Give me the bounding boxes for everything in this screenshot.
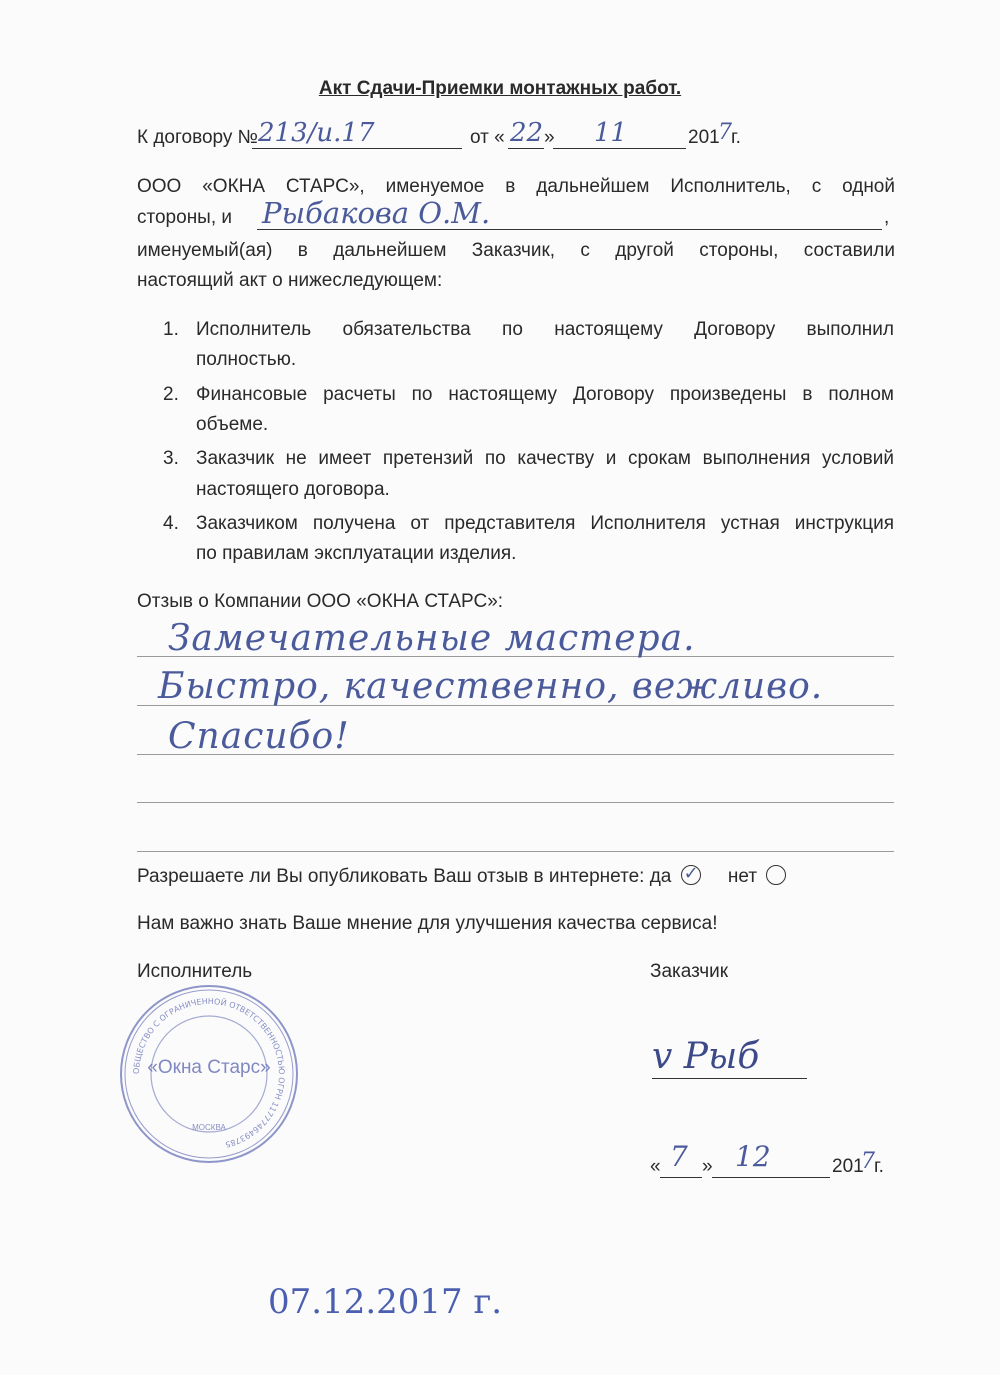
date-close-quote: »: [702, 1156, 713, 1177]
contract-month-handwritten: 11: [594, 118, 628, 148]
date-year-printed: 201: [832, 1156, 864, 1177]
date-month-handwritten: 12: [735, 1140, 771, 1173]
list-item-line-2: настоящего договора.: [196, 479, 390, 500]
contract-prefix: К договору №: [137, 127, 259, 148]
contract-day-handwritten: 22: [510, 118, 544, 148]
intro-line-2-suffix: ,: [884, 207, 890, 228]
publish-no-radio[interactable]: [766, 865, 786, 885]
list-item-line-1: Финансовые расчеты по настоящему Договору произведены в полном: [196, 384, 894, 405]
publish-yes-radio[interactable]: [681, 865, 701, 885]
contract-month-underline: [553, 148, 686, 149]
review-handwritten-line-3: Спасибо!: [168, 716, 350, 757]
contract-number-handwritten: 213/и.17: [258, 118, 375, 148]
publish-consent: [137, 865, 786, 889]
customer-name-handwritten: Рыбакова О.М.: [262, 196, 491, 230]
customer-signature-handwritten: v Рыб: [652, 1036, 760, 1077]
list-item-number: 1.: [163, 319, 179, 340]
intro-line-3: именуемый(ая) в дальнейшем Заказчик, с другой стороны, составили: [137, 240, 895, 261]
contract-close-quote: »: [544, 127, 555, 148]
date-day-handwritten: 7: [670, 1140, 688, 1173]
stamp-center-text: «Окна Старс»: [147, 1057, 271, 1078]
check-mark-icon: ✓: [683, 863, 699, 884]
executor-label: Исполнитель: [137, 961, 253, 982]
svg-text:ОБЩЕСТВО С ОГРАНИЧЕННОЙ ОТВЕТС: ОБЩЕСТВО С ОГРАНИЧЕННОЙ ОТВЕТСТВЕННОСТЬЮ ОГРН 1177746493785: [131, 996, 287, 1150]
list-item-line-2: по правилам эксплуатации изделия.: [196, 543, 517, 564]
list-item-line-1: Заказчик не имеет претензий по качеству и срокам выполнения условий: [196, 448, 894, 469]
review-label: Отзыв о Компании ООО «ОКНА СТАРС»:: [137, 591, 504, 612]
review-line: [137, 802, 894, 803]
publish-no-label: нет: [727, 866, 758, 887]
date-open-quote: «: [650, 1156, 661, 1177]
intro-line-1: ООО «ОКНА СТАРС», именуемое в дальнейшем Исполнитель, с одной: [137, 176, 895, 197]
stamp-bottom-text: МОСКВА: [192, 1123, 226, 1132]
signature-underline: [652, 1078, 807, 1079]
list-item-number: 2.: [163, 384, 179, 405]
date-month-underline: [712, 1177, 830, 1178]
list-item-line-2: объеме.: [196, 414, 269, 435]
contract-number-underline: [252, 148, 462, 149]
list-item-number: 3.: [163, 448, 179, 469]
publish-question: Разрешаете ли Вы опубликовать Ваш отзыв в интернете: да: [137, 866, 672, 887]
list-item-line-1: Заказчиком получена от представителя Исполнителя устная инструкция: [196, 513, 894, 534]
date-day-underline: [660, 1177, 702, 1178]
contract-year-handwritten: 7: [718, 120, 732, 145]
review-line: [137, 851, 894, 852]
list-item-number: 4.: [163, 513, 179, 534]
date-year-handwritten: 7: [861, 1149, 875, 1174]
date-year-suffix: г.: [874, 1156, 884, 1177]
intro-line-2-prefix: стороны, и: [137, 207, 233, 228]
document-title: Акт Сдачи-Приемки монтажных работ.: [318, 78, 682, 99]
list-item-line-2: полностью.: [196, 349, 297, 370]
list-item-line-1: Исполнитель обязательства по настоящему Договору выполнил: [196, 319, 894, 340]
company-stamp: [118, 983, 300, 1165]
review-handwritten-line-2: Быстро, качественно, вежливо.: [158, 666, 824, 707]
footer-handwritten-date: 07.12.2017 г.: [268, 1282, 503, 1322]
customer-label: Заказчик: [650, 961, 729, 982]
contract-day-underline: [508, 148, 544, 149]
contract-year-printed: 201: [688, 127, 720, 148]
review-handwritten-line-1: Замечательные мастера.: [168, 618, 696, 659]
service-note: Нам важно знать Ваше мнение для улучшения качества сервиса!: [137, 913, 718, 934]
contract-year-suffix: г.: [731, 127, 741, 148]
contract-from-label: от «: [470, 127, 505, 148]
intro-line-4: настоящий акт о нижеследующем:: [137, 270, 443, 291]
